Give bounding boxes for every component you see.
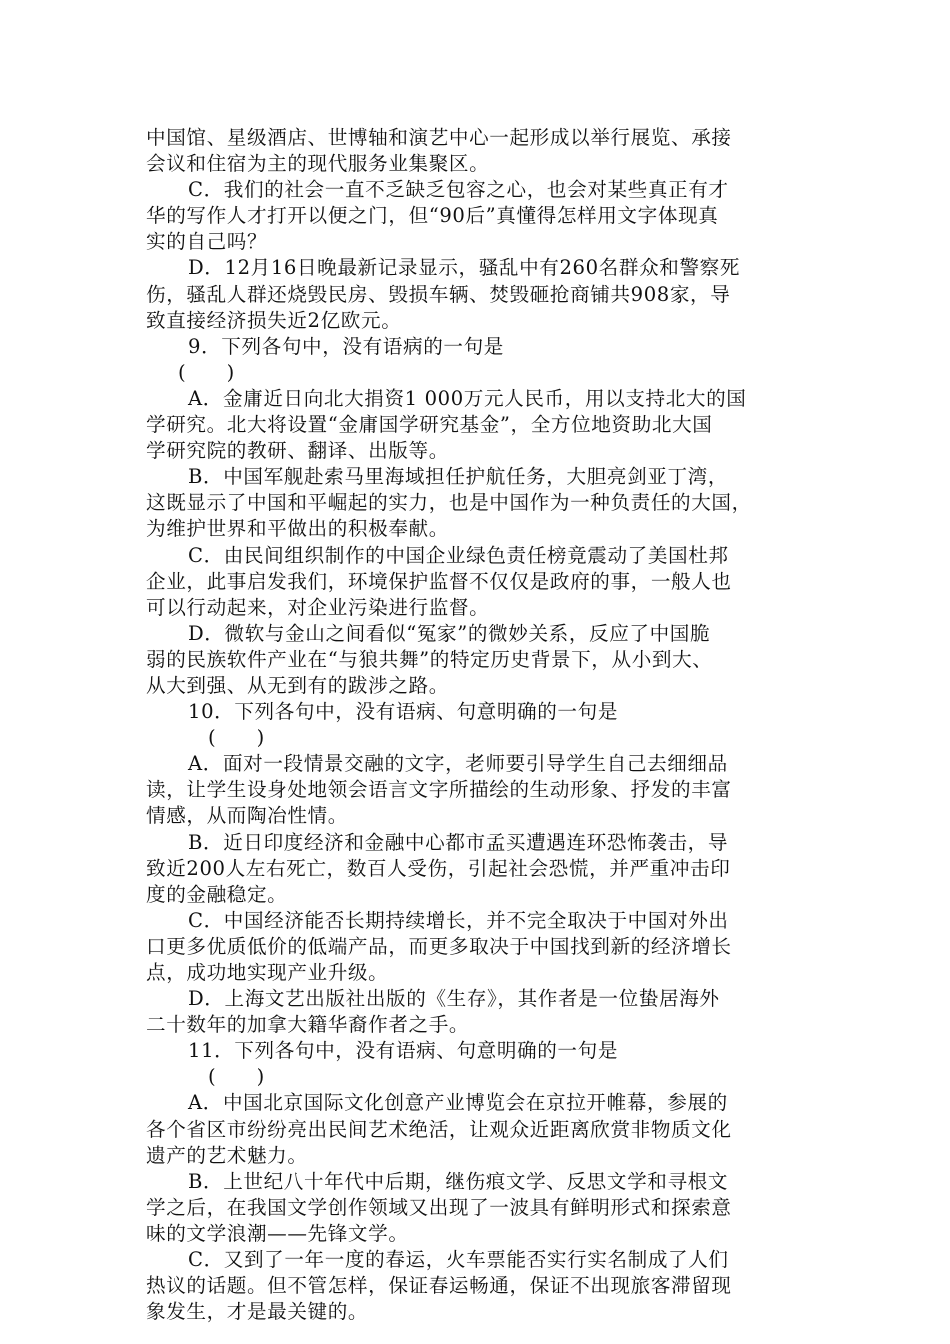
question-11-title: 11．下列各句中，没有语病、句意明确的一句是 (188, 1039, 619, 1063)
option-c-line: C．由民间组织制作的中国企业绿色责任榜竟震动了美国杜邦 (188, 543, 729, 567)
document-page (146, 125, 818, 1325)
text-line: 味的文学浪潮——先锋文学。 (146, 1221, 409, 1245)
option-b-line: B．中国军舰赴索马里海域担任护航任务，大胆亮剑亚丁湾， (188, 465, 729, 489)
text-line: 弱的民族软件产业在“与狼共舞”的特定历史背景下，从小到大、 (146, 647, 713, 671)
text-line: 遗产的艺术魅力。 (146, 1143, 308, 1167)
question-10-title: 10．下列各句中，没有语病、句意明确的一句是 (188, 700, 619, 724)
text-line: 情感，从而陶冶性情。 (146, 804, 348, 828)
text-line: 可以行动起来，对企业污染进行监督。 (146, 595, 490, 619)
text-line: 二十数年的加拿大籍华裔作者之手。 (146, 1013, 470, 1037)
text-line: 口更多优质低价的低端产品，而更多取决于中国找到新的经济增长 (146, 934, 732, 958)
text-line: 从大到强、从无到有的跋涉之路。 (146, 673, 449, 697)
option-d-line: D．12月16日晚最新记录显示，骚乱中有260名群众和警察死 (188, 256, 741, 280)
text-line: 热议的话题。但不管怎样，保证春运畅通，保证不出现旅客滞留现 (146, 1274, 732, 1298)
option-d-line: D．上海文艺出版社出版的《生存》，其作者是一位蛰居海外 (188, 987, 720, 1011)
question-9-title: 9．下列各句中，没有语病的一句是 (188, 334, 504, 358)
text-line: 象发生，才是最关键的。 (146, 1300, 369, 1324)
option-b-line: B．近日印度经济和金融中心都市孟买遭遇连环恐怖袭击，导 (188, 830, 729, 854)
option-c-line: C．中国经济能否长期持续增长，并不完全取决于中国对外出 (188, 908, 729, 932)
option-a-line: A．金庸近日向北大捐资1 000万元人民币，用以支持北大的国 (188, 386, 747, 410)
text-line: 各个省区市纷纷亮出民间艺术绝活，让观众近距离欣赏非物质文化 (146, 1117, 732, 1141)
text-line: 读，让学生设身处地领会语言文字所描绘的生动形象、抒发的丰富 (146, 778, 732, 802)
text-line: 学研究院的教研、翻译、出版等。 (146, 439, 449, 463)
text-line: 学研究。北大将设置“金庸国学研究基金”，全方位地资助北大国 (146, 413, 713, 437)
option-c-line: C．我们的社会一直不乏缺乏包容之心，也会对某些真正有才 (188, 178, 729, 202)
option-b-line: B．上世纪八十年代中后期，继伤痕文学、反思文学和寻根文 (188, 1169, 729, 1193)
text-line: 这既显示了中国和平崛起的实力，也是中国作为一种负责任的大国， (146, 491, 752, 515)
text-line: 中国馆、星级酒店、世博轴和演艺中心一起形成以举行展览、承接 (146, 126, 732, 149)
text-line: 为维护世界和平做出的积极奉献。 (146, 517, 449, 541)
text-line: 会议和住宿为主的现代服务业集聚区。 (146, 152, 490, 176)
answer-blank: ( ) (208, 1065, 265, 1089)
text-line: 致直接经济损失近2亿欧元。 (146, 308, 402, 332)
answer-blank: ( ) (178, 360, 235, 384)
text-line: 实的自己吗？ (146, 230, 268, 254)
text-line: 点，成功地实现产业升级。 (146, 961, 389, 984)
text-line: 伤，骚乱人群还烧毁民房、毁损车辆、焚毁砸抢商铺共908家，导 (146, 282, 731, 306)
option-a-line: A．面对一段情景交融的文字，老师要引导学生自己去细细品 (188, 752, 728, 776)
text-line: 企业，此事启发我们，环境保护监督不仅仅是政府的事，一般人也 (146, 569, 732, 593)
option-d-line: D．微软与金山之间看似“冤家”的微妙关系，反应了中国脆 (188, 621, 711, 645)
answer-blank: ( ) (208, 726, 265, 750)
text-line: 华的写作人才打开以便之门，但“90后”真懂得怎样用文字体现真 (146, 204, 719, 228)
option-c-line: C．又到了一年一度的春运，火车票能否实行实名制成了人们 (188, 1248, 729, 1272)
text-line: 致近200人左右死亡，数百人受伤，引起社会恐慌，并严重冲击印 (146, 856, 731, 880)
option-a-line: A．中国北京国际文化创意产业博览会在京拉开帷幕，参展的 (188, 1091, 728, 1115)
text-line: 学之后，在我国文学创作领域又出现了一波具有鲜明形式和探索意 (146, 1195, 732, 1219)
text-line: 度的金融稳定。 (146, 882, 288, 906)
